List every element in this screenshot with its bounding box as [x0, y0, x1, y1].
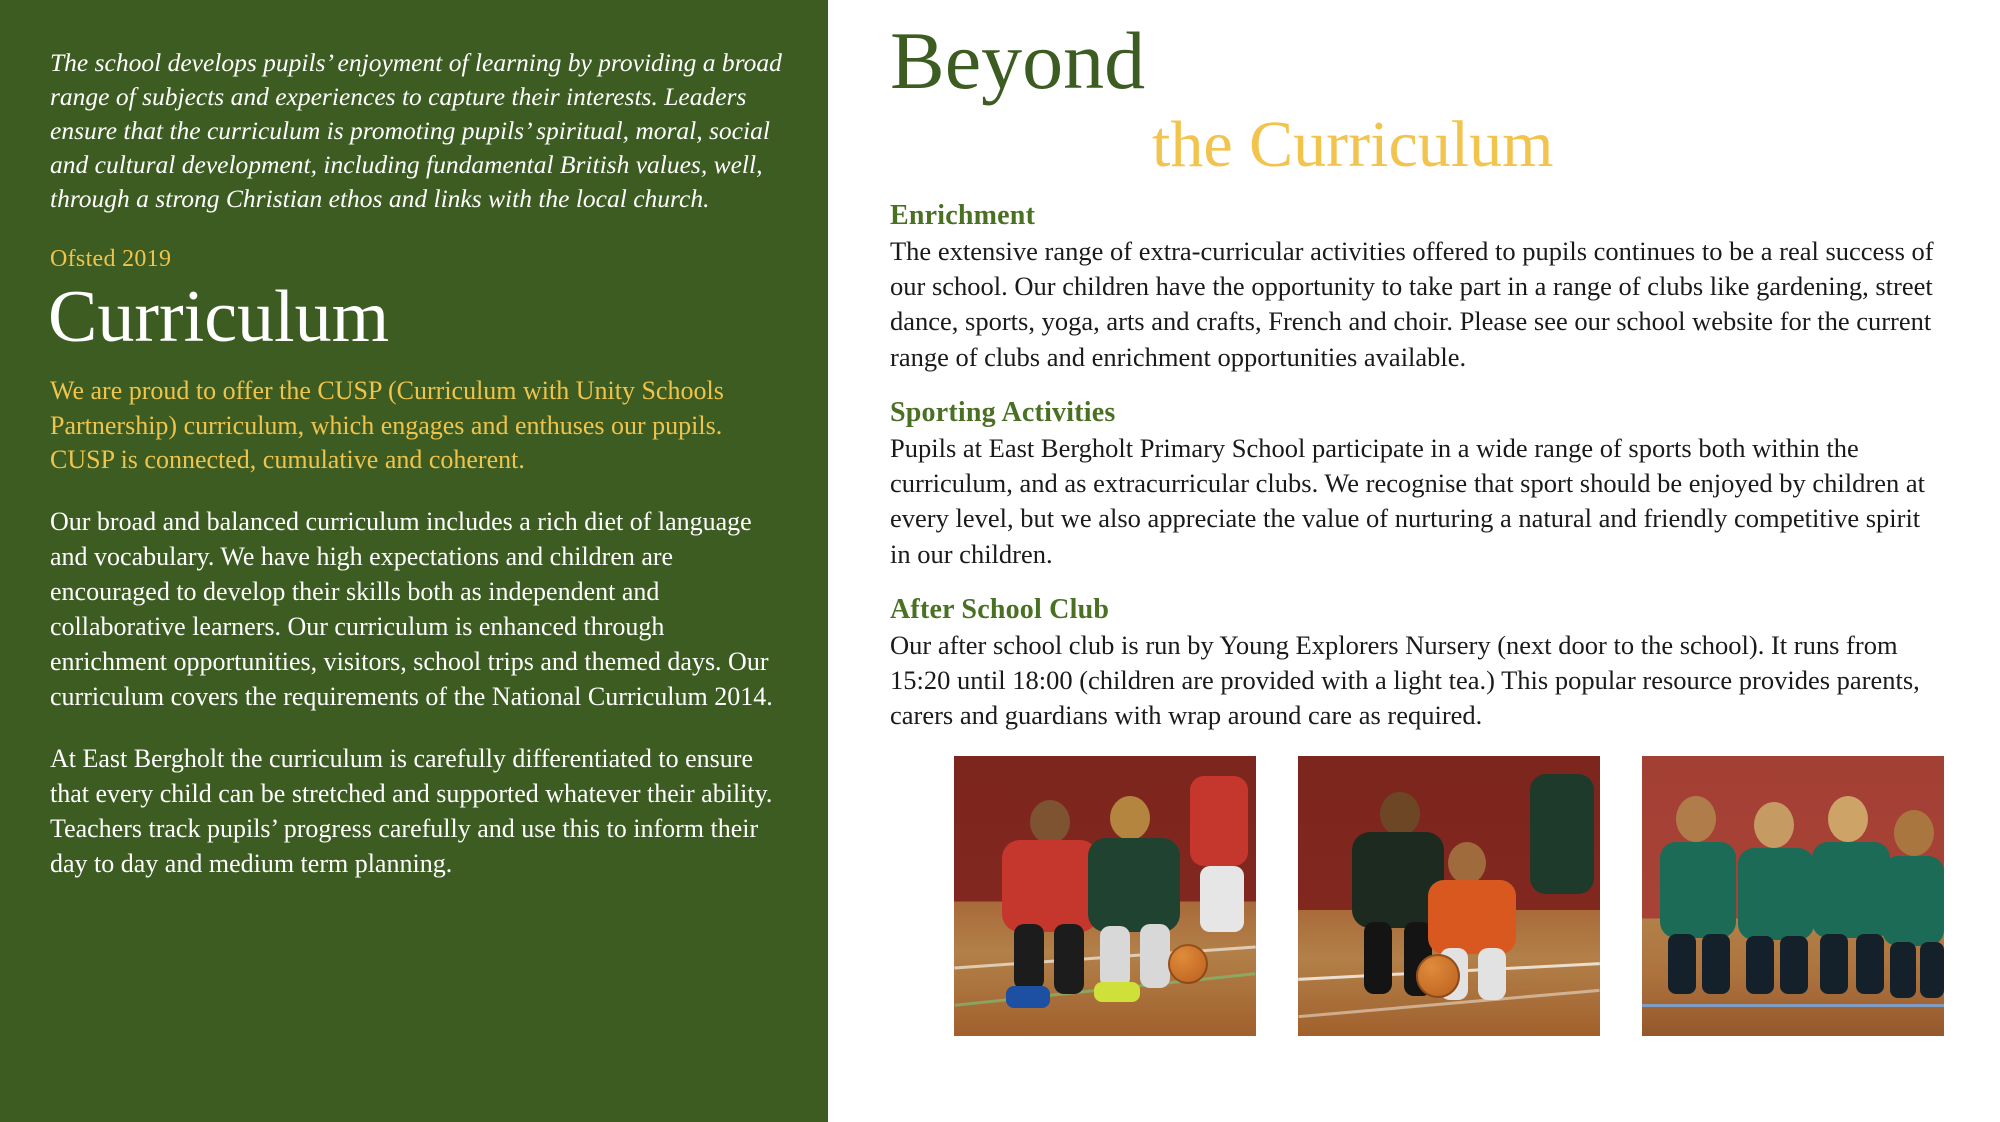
- section-enrichment: [890, 200, 1944, 375]
- curriculum-panel: [0, 0, 828, 1122]
- section-after-school-club: [890, 594, 1944, 734]
- section-title-after-school-club: After School Club: [890, 593, 1110, 625]
- section-title-sporting-activities: Sporting Activities: [890, 396, 1116, 428]
- photo-gallery: [890, 756, 1944, 1036]
- beyond-heading-line2: the Curriculum: [1152, 108, 1554, 181]
- section-body-sporting-activities: Pupils at East Bergholt Primary School participate in a wide range of sports both within the curriculum, and as extracurricular clubs. We recognise that sport should be enjoyed by children at every level, but we also appreciate the value of nurturing a natural and friendly competitive spirit in our children.: [890, 432, 1925, 569]
- photo-child-dribbling-basketball: [1298, 756, 1600, 1036]
- cusp-paragraph: We are proud to offer the CUSP (Curriculum with Unity Schools Partnership) curriculum, which engages and enthuses our pupils. CUSP is connected, cumulative and coherent.: [50, 376, 724, 475]
- section-body-enrichment: The extensive range of extra-curricular activities offered to pupils continues to be a real success of our school. Our children have the opportunity to take part in a range of clubs like gardening, street dance, sports, yoga, arts and crafts, French and choir. Please see our school website for the current range of clubs and enrichment opportunities available.: [890, 236, 1934, 372]
- section-sporting-activities: [890, 397, 1944, 572]
- beyond-curriculum-panel: [828, 0, 2000, 1122]
- curriculum-paragraph-2: Our broad and balanced curriculum includes a rich diet of language and vocabulary. We have high expectations and children are encouraged to develop their skills both as independent and collaborative learners. Our curriculum is enhanced through enrichment opportunities, visitors, school trips and themed days. Our curriculum covers the requirements of the National Curriculum 2014.: [50, 506, 773, 712]
- section-title-enrichment: Enrichment: [890, 200, 1036, 231]
- curriculum-paragraph-3: At East Bergholt the curriculum is carefully differentiated to ensure that every child can be stretched and supported whatever their ability. Teachers track pupils’ progress carefully and use this to inform their day to day and medium term planning.: [50, 743, 773, 878]
- ofsted-source: Ofsted 2019: [50, 245, 172, 272]
- curriculum-heading: Curriculum: [48, 275, 390, 358]
- section-body-after-school-club: Our after school club is run by Young Explorers Nursery (next door to the school). It runs from 15:20 until 18:00 (children are provided with a light tea.) This popular resource provides parents, carers and guardians with wrap around care as required.: [890, 629, 1920, 731]
- beyond-heading-line1: Beyond: [890, 15, 1146, 106]
- photo-children-playing-basketball: [954, 756, 1256, 1036]
- photo-group-of-pupils-in-kit: [1642, 756, 1944, 1036]
- ofsted-quote: The school develops pupils’ enjoyment of learning by providing a broad range of subjects and experiences to capture their interests. Leaders ensure that the curriculum is promoting pupils’ spiritual, moral, social and cultural development, including fundamental British values, well, through a strong Christian ethos and links with the local church.: [50, 48, 782, 213]
